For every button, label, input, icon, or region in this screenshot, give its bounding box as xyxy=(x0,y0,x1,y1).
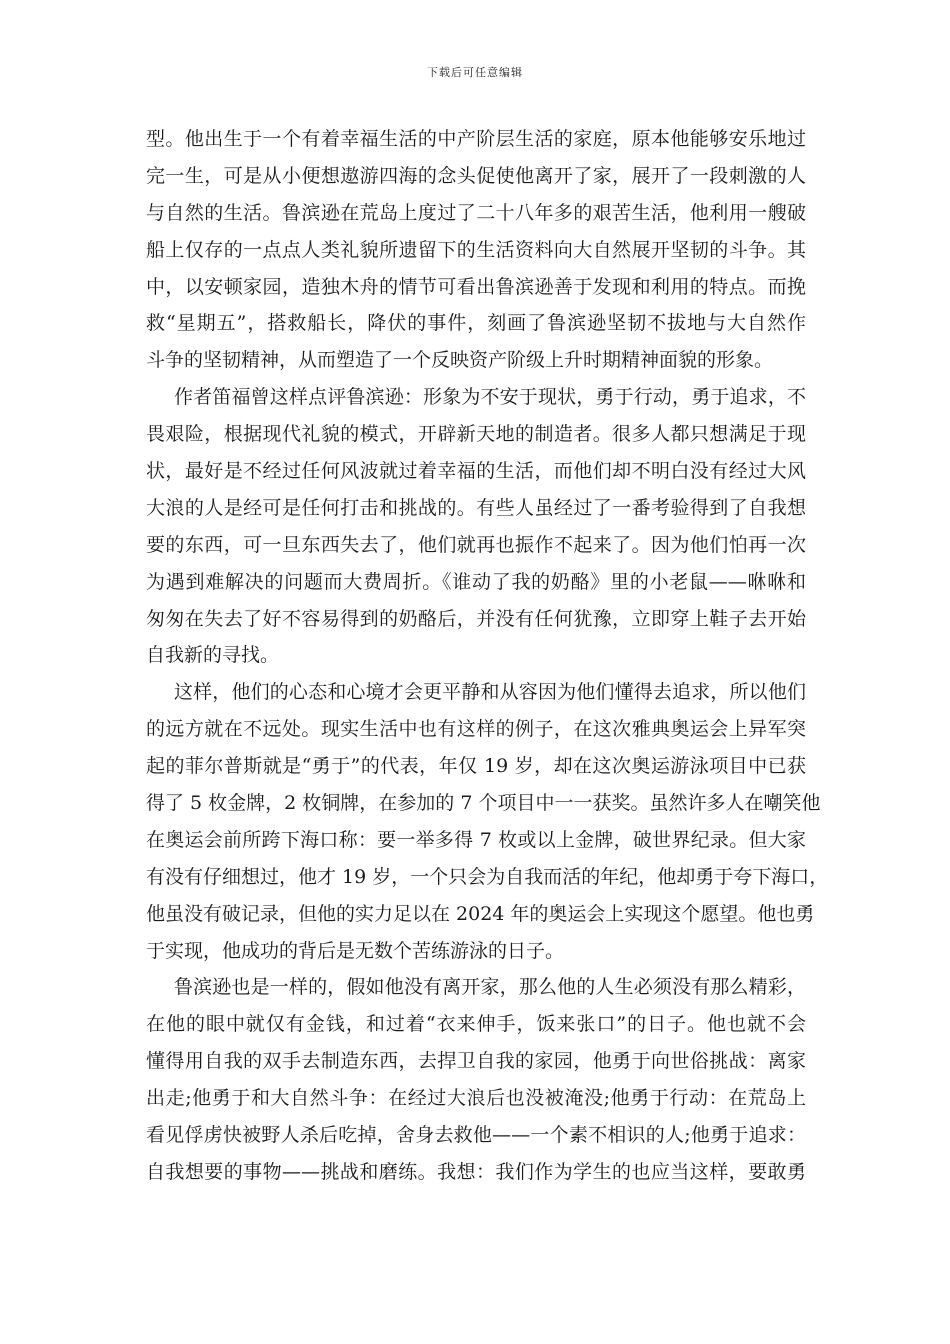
text-line: 自我想要的事物——挑战和磨练。我想：我们作为学生的也应当这样，要敢勇 xyxy=(146,1160,806,1183)
text-line: 出走;他勇于和大自然斗争：在经过大浪后也没被淹没;他勇于行动：在荒岛上 xyxy=(146,1087,806,1110)
text-line: 他虽没有破记录，但他的实力足以在 2024 年的奥运会上实现这个愿望。他也勇 xyxy=(146,902,815,925)
paragraph xyxy=(146,379,806,674)
text-line: 为遇到难解决的问题而大费周折。《谁动了我的奶酪》里的小老鼠——咻咻和 xyxy=(146,570,806,593)
text-line: 救“星期五”，搭救船长，降伏的事件，刻画了鲁滨逊坚韧不拔地与大自然作 xyxy=(146,312,806,335)
document-body xyxy=(146,121,829,1191)
text-line: 大浪的人是经可是任何打击和挑战的。有些人虽经过了一番考验得到了自我想 xyxy=(146,496,806,519)
text-line: 懂得用自我的双手去制造东西，去捍卫自我的家园，他勇于向世俗挑战：离家 xyxy=(146,1050,806,1073)
paragraph xyxy=(146,121,806,379)
text-line: 状，最好是不经过任何风波就过着幸福的生活，而他们却不明白没有经过大风 xyxy=(146,460,806,483)
text-line: 与自然的生活。鲁滨逊在荒岛上度过了二十八年多的艰苦生活，他利用一艘破 xyxy=(146,201,806,224)
text-line: 匆匆在失去了好不容易得到的奶酪后，并没有任何犹豫，立即穿上鞋子去开始 xyxy=(146,607,806,630)
text-line: 型。他出生于一个有着幸福生活的中产阶层生活的家庭，原本他能够安乐地过 xyxy=(146,128,806,150)
text-line: 有没有仔细想过，他才 19 岁，一个只会为自我而活的年纪，他却勇于夸下海口， xyxy=(146,865,829,888)
text-line: 鲁滨逊也是一样的，假如他没有离开家，那么他的人生必须没有那么精彩， xyxy=(174,976,806,999)
text-line: 作者笛福曾这样点评鲁滨逊：形象为不安于现状，勇于行动，勇于追求，不 xyxy=(174,386,806,409)
page-header: 下载后可任意编辑 xyxy=(427,66,523,79)
text-line: 在奥运会前所跨下海口称：要一举多得 7 枚或以上金牌，破世界纪录。但大家 xyxy=(146,828,806,851)
text-line: 在他的眼中就仅有金钱，和过着“衣来伸手，饭来张口”的日子。他也就不会 xyxy=(146,1013,806,1036)
text-line: 于实现，他成功的背后是无数个苦练游泳的日子。 xyxy=(146,939,565,962)
paragraph xyxy=(146,969,806,1190)
text-line: 这样，他们的心态和心境才会更平静和从容因为他们懂得去追求，所以他们 xyxy=(174,681,806,704)
paragraph xyxy=(146,674,829,969)
text-line: 自我新的寻找。 xyxy=(146,644,280,667)
text-line: 船上仅存的一点点人类礼貌所遗留下的生活资料向大自然展开坚韧的斗争。其 xyxy=(146,238,806,261)
text-line: 畏艰险，根据现代礼貌的模式，开辟新天地的制造者。很多人都只想满足于现 xyxy=(146,423,806,446)
text-line: 中，以安顿家园，造独木舟的情节可看出鲁滨逊善于发现和利用的特点。而挽 xyxy=(146,275,806,298)
text-line: 起的菲尔普斯就是“勇于”的代表，年仅 19 岁，却在这次奥运游泳项目中已获 xyxy=(146,755,806,778)
text-line: 完一生，可是从小便想遨游四海的念头促使他离开了家，展开了一段刺激的人 xyxy=(146,164,806,187)
text-line: 得了 5 枚金牌，2 枚铜牌，在参加的 7 个项目中一一获奖。虽然许多人在嘲笑他 xyxy=(146,792,821,815)
text-line: 要的东西，可一旦东西失去了，他们就再也振作不起来了。因为他们怕再一次 xyxy=(146,533,806,556)
text-line: 的远方就在不远处。现实生活中也有这样的例子，在这次雅典奥运会上异军突 xyxy=(146,718,806,741)
text-line: 斗争的坚韧精神，从而塑造了一个反映资产阶级上升时期精神面貌的形象。 xyxy=(146,349,774,372)
text-line: 看见俘虏快被野人杀后吃掉，舍身去救他——一个素不相识的人;他勇于追求： xyxy=(146,1124,806,1147)
